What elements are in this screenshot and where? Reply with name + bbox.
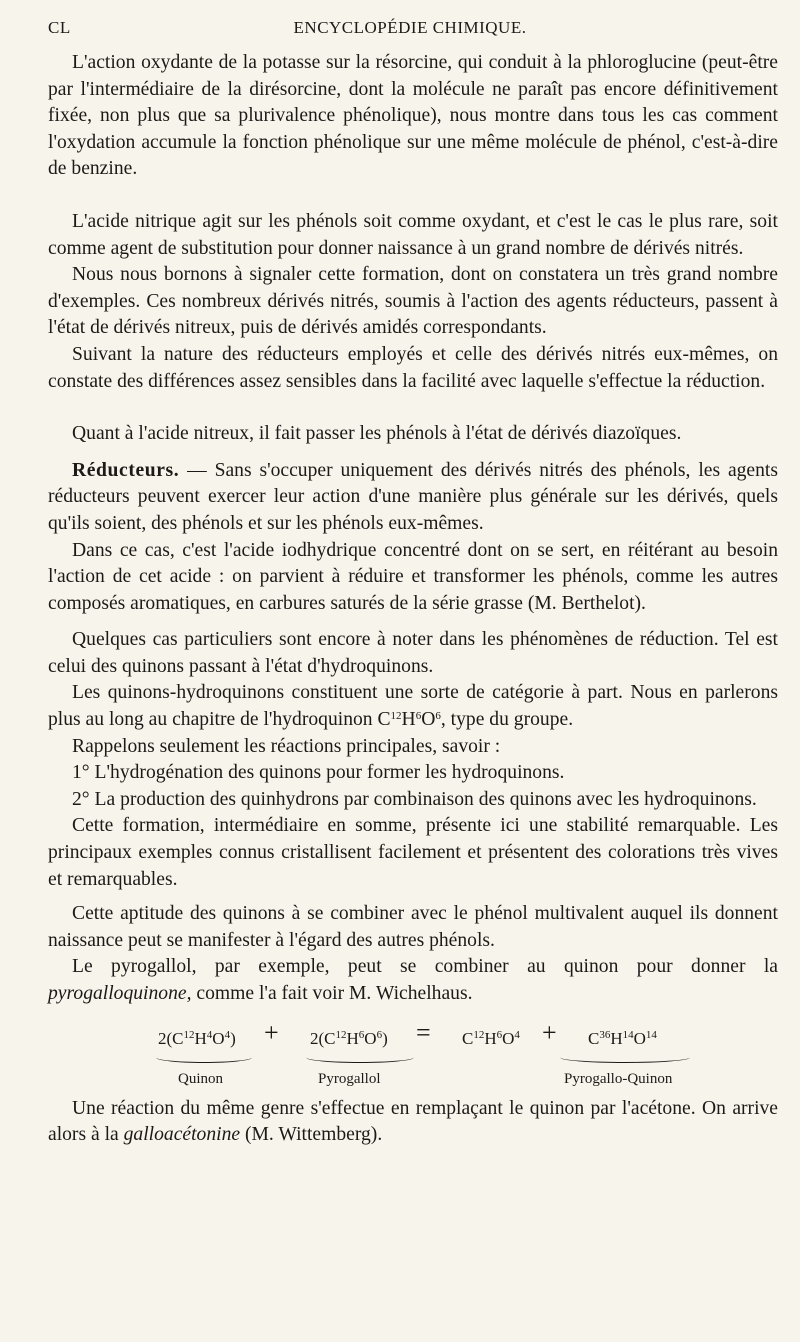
equation-term-quinon: $2(C^{12}H^4O^4)$ <box>158 1028 236 1048</box>
plus-sign: + <box>264 1017 279 1047</box>
equation-term-product-2: $C^{36}H^{14}O^{14}$ <box>588 1028 657 1048</box>
equation-term-product-1: $C^{12}H^6O^4$ <box>462 1028 520 1048</box>
paragraph: Nous nous bornons à signaler cette formation, dont on constatera un très grand nombre d'exemples. Ces nombreux dérivés nitrés, soumis à l'action des agents réducteurs, passent à l'état de dérivés nitreux, puis de dérivés amidés correspondants. <box>48 264 778 339</box>
paragraph: L'action oxydante de la potasse sur la résorcine, qui conduit à la phloroglucine (peut-être par l'intermédiaire de la dirésorcine, dont la molécule ne paraît pas encore définitivement fixée, non plus que sa plurivalence phénolique), nous montre dans tous les cas comment l'oxydation accumule la fonction phénolique sur une même molécule de phénol, c'est-à-dire de benzine. <box>48 52 778 180</box>
paragraph: Cette aptitude des quinons à se combiner avec le phénol multivalent auquel ils donnent naissance peut se manifester à l'égard des autres phénols. <box>48 903 778 951</box>
paragraph-reducteurs: Réducteurs. — Sans s'occuper uniquement des dérivés nitrés des phénols, les agents réducteurs peuvent exercer leur action d'une manière plus générale sur les dérivés, quels qu'ils soient, des phénols et sur les phénols eux-mêmes. <box>48 459 778 534</box>
equation-term-pyrogallol: $2(C^{12}H^6O^6)$ <box>310 1028 388 1048</box>
label-pyrogallol: Pyrogallol <box>318 1070 381 1087</box>
brace-quinon <box>156 1052 252 1063</box>
paragraph: Le pyrogallol, par exemple, peut se combiner au quinon pour donner la pyrogalloquinone, comme l'a fait voir M. Wichelhaus. <box>48 956 778 1004</box>
label-quinon: Quinon <box>178 1070 223 1087</box>
section-heading: Réducteurs. <box>72 459 180 481</box>
plus-sign: + <box>542 1017 557 1047</box>
paragraph: L'acide nitrique agit sur les phénols soit comme oxydant, et c'est le cas le plus rare, soit comme agent de substitution pour donner naissance à un grand nombre de dérivés nitrés. <box>48 210 778 259</box>
brace-pyrogallo-quinon <box>560 1052 690 1063</box>
paragraph: Suivant la nature des réducteurs employés et celle des dérivés nitrés eux-mêmes, on constate des différences assez sensibles dans la facilité avec laquelle s'effectue la réduction. <box>48 343 778 392</box>
chemical-equation <box>48 1014 778 1092</box>
body-text <box>48 50 778 1149</box>
list-item: 2° La production des quinhydrons par combinaison des quinons avec les hydroquinons. <box>72 788 757 810</box>
label-pyrogallo-quinon: Pyrogallo-Quinon <box>564 1070 673 1087</box>
paragraph: Quant à l'acide nitreux, il fait passer les phénols à l'état de dérivés diazoïques. <box>72 423 682 445</box>
paragraph: Dans ce cas, c'est l'acide iodhydrique concentré dont on se sert, en réitérant au besoin l'action de cet acide : on parvient à réduire et transformer les phénols, comme les autres composés aromatiques, en carbures saturés de la série grasse (M. Berthelot). <box>48 539 778 614</box>
list-item: 1° L'hydrogénation des quinons pour former les hydroquinons. <box>72 762 565 784</box>
running-title: ENCYCLOPÉDIE CHIMIQUE. <box>293 18 527 37</box>
paragraph: Quelques cas particuliers sont encore à noter dans les phénomènes de réduction. Tel est celui des quinons passant à l'état d'hydroquinons. <box>48 629 778 677</box>
running-header <box>48 18 772 44</box>
brace-pyrogallol <box>306 1052 414 1063</box>
paragraph: Rappelons seulement les réactions principales, savoir : <box>72 735 501 757</box>
equals-sign: = <box>416 1017 431 1047</box>
page-number: CL <box>48 18 71 37</box>
paragraph: Une réaction du même genre s'effectue en remplaçant le quinon par l'acétone. On arrive alors à la galloacétonine (M. Wittemberg). <box>48 1097 778 1146</box>
paragraph: Les quinons-hydroquinons constituent une sorte de catégorie à part. Nous en parlerons plus au long au chapitre de l'hydroquinon $C^{12}H^6O^6$, type du groupe. <box>48 682 778 731</box>
paragraph: Cette formation, intermédiaire en somme, présente ici une stabilité remarquable. Les principaux exemples connus cristallisent facilement et présentent des colorations très vives et remarquables. <box>48 815 778 890</box>
